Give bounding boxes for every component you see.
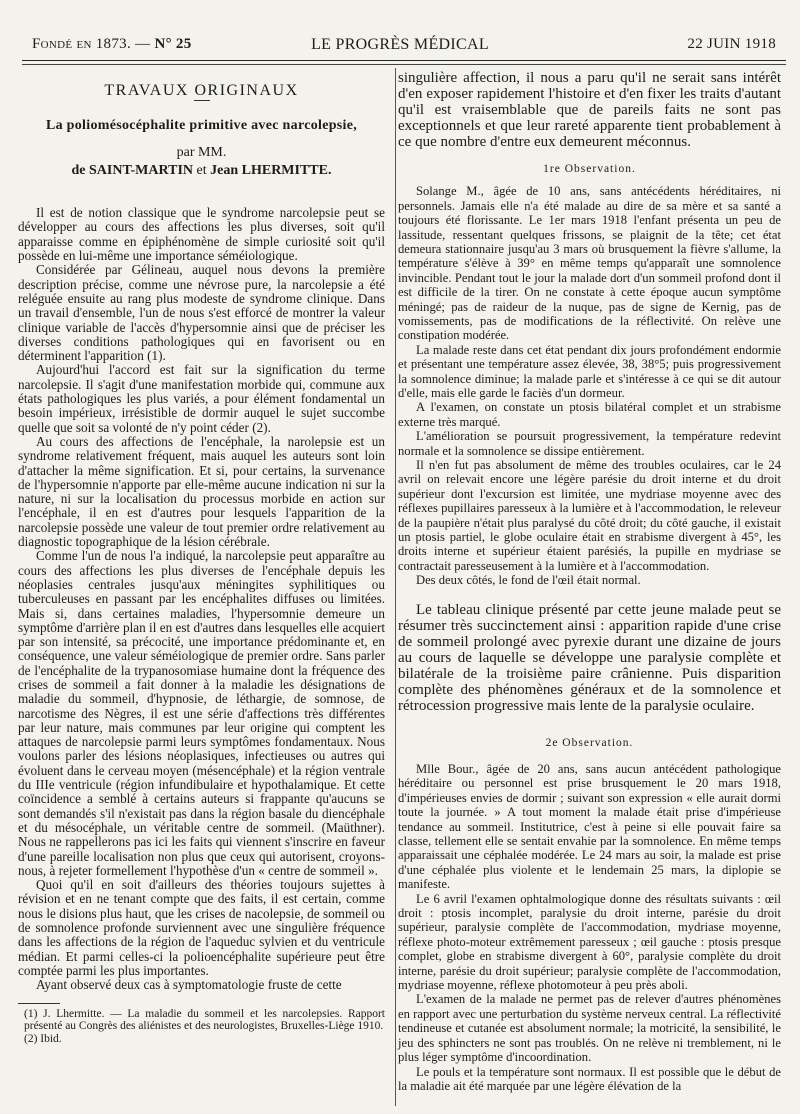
author-1: de SAINT-MARTIN [71, 162, 194, 178]
paragraph: Aujourd'hui l'accord est fait sur la signification du terme narcolepsie. Il s'agit d'une manifestation morbide qui, commune aux états pathologiques les plus variés, a pour élément fondamental un besoin impérieux, irrésistible de dormir auquel le sujet succombe quelle que soit sa volonté de n'y point céder (2). [18, 362, 385, 435]
byline-par: par MM. [176, 144, 227, 160]
observation-paragraph: La malade reste dans cet état pendant dix jours profondément endormie et présentant une température assez élevée, 38, 38°5; puis progressivement la somnolence diminue; la malade parle et s'intéresse à ce qui se dit autour d'elle, mais elle garde le faciès d'un dormeur. [398, 342, 781, 400]
paragraph: singulière affection, il nous a paru qu'il ne serait sans intérêt d'en exposer rapidement l'histoire et d'en fixer les traits d'autant qu'il est vraisemblable que de pareils faits ne sont pas exceptionnels et que leur rareté apparente tient probablement à ce que nombre d'entre eux demeurent méconnus. [398, 70, 781, 150]
footnote-rule [18, 1003, 60, 1004]
header-rule [22, 60, 786, 61]
paragraph: Il est de notion classique que le syndrome narcolepsie peut se développer au cours des affections les plus diverses, soit qu'il apparaisse comme en épiphénomène de simple curiosité soit qu'il possède en lui-même une importance séméiologique. [18, 205, 385, 264]
footnote: (2) Ibid. [24, 1032, 62, 1045]
article-title: La poliomésocéphalite primitive avec narcolepsie, [45, 118, 358, 134]
author-and: et [196, 162, 207, 178]
left-column [18, 70, 385, 1045]
clinical-summary: Le tableau clinique présenté par cette jeune malade peut se résumer très succinctement ainsi : apparition rapide d'une crise de sommeil prolongé avec pyrexie durant une dizaine de jours au cours de laquelle se développe une paralysie complète et bilatérale de la troisième paire crânienne. Puis disparition complète des phénomènes généraux et de la somnolence et rétrocession progressive mais lente de la paralysie oculaire. [398, 601, 781, 714]
paragraph: Quoi qu'il en soit d'ailleurs des théories toujours sujettes à révision et en ne tenant compte que des faits, il est certain, comme nous le disions plus haut, que les crises de nacolepsie, de sommeil ou de somnolence profonde surviennent avec une singulière fréquence dans les affections de la région de l'aqueduc sylvien et du ventricule médian. Et parmi celles-ci la polioencéphalite supérieure peut être comptée parmi les plus importantes. [18, 877, 385, 978]
observation-paragraph: L'examen de la malade ne permet pas de relever d'autres phénomènes en rapport avec une perturbation du système nerveux central. La réflectivité tendineuse et cutanée est absolument normale; la motricité, la sensibilité, le jeu des sphincters ne sont pas troublés. On ne relève ni tremblement, ni le plus léger symptôme d'incoordination. [398, 992, 781, 1065]
paragraph: Ayant observé deux cas à symptomatologie fruste de cette [36, 977, 342, 993]
observation-1-title: 1re Observation. [543, 163, 636, 175]
observation-paragraph: Il n'en fut pas absolument de même des troubles oculaires, car le 24 avril on relevait encore une légère parésie du droit interne et du droit supérieur dont l'excursion est limitée, une mydriase moyenne avec des réflexes pupillaires paresseux à la lumière et à l'accommodation, le releveur de la paupière n'était plus paralysé du côté droit; du côté gauche, il existait un ptosis partiel, le globe oculaire était en strabisme divergent à 45°, les droits interne et supérieur étaient parésiés, la pupille en mydriase se contractait paresseusement à la lumière et à l'accommodation. [398, 458, 781, 573]
journal-title: LE PROGRÈS MÉDICAL [311, 36, 489, 53]
paragraph: Considérée par Gélineau, auquel nous devons la première description précise, comme une névrose pure, la narcolepsie a été reléguée ensuite au rang plus modeste de syndrome clinique. Dans un travail d'ensemble, l'un de nous s'est efforcé de montrer la valeur clinique variable de l'accès d'hypersomnie ainsi que de préciser les diverses conditions pathologiques qui en favorisent ou en déterminent l'apparition (1). [18, 262, 385, 364]
observation-paragraph: Solange M., âgée de 10 ans, sans antécédents héréditaires, ni personnels. Jamais elle n'a été malade au dire de sa mère et sa santé a toujours été florissante. Le 1er mars 1918 l'enfant présenta un peu de lassitude, ressentant quelques frissons, se plaignit de la tête; cet état demeura stationnaire jusqu'au 3 mars où brusquement la fièvre s'allume, la température s'élève à 39° en même temps qu'apparaît une somnolence invincible. Pendant tout le jour la malade dort d'un sommeil profond dont il est difficile de la tirer. On ne constate à cette époque aucun symptôme méningé; pas de raideur de la nuque, pas de signe de Kernig, pas de vomissements, pas de modifications de la réflectivité. On relève une constipation modérée. [398, 184, 781, 343]
author-2: Jean LHERMITTE. [210, 162, 332, 178]
column-divider [395, 68, 396, 1106]
authors [18, 164, 385, 178]
running-header [22, 36, 778, 58]
founded-label: Fondé en 1873. — N° 25 [32, 36, 192, 52]
observation-2-title: 2e Observation. [545, 736, 634, 749]
issue-date: 22 JUIN 1918 [687, 36, 776, 52]
paragraph: Comme l'un de nous l'a indiqué, la narcolepsie peut apparaître au cours des affections les plus diverses de l'encéphale depuis les néoplasies centrales jusqu'aux méningites syphilitiques ou tuberculeuses en passant par les encéphalites diffuses ou limitées. Mais si, dans certaines maladies, l'hypersomnie demeure un symptôme d'arrière plan il en est d'autres dans lesquelles elle acquiert par son intensité, sa précocité, une importance prédominante et, en conséquence, une valeur séméiologique de premier ordre. Sans parler de l'encéphalite de la trypanosomiase humaine dont la fréquence des crises de sommeil a fait donner à la maladie les désignations de maladie du sommeil, d'hypnosie, de léthargie, de somnose, de narcotisme des Nègres, il est une série d'affections très différentes par leur nature, mais communes par leur origine qui comptent les attaques de narcolepsie parmi leurs symptômes fondamentaux. Nous voulons parler des lésions néoplasiques, infectieuses ou autres qui évoluent dans le cerveau moyen (mésencéphale) et la région ventrale du IIIe ventricule (région infundibulaire et hypothalamique. Et cette coïncidence a semblé à certains auteurs si frappante qu'aucuns se sont demandés s'il n'existait pas dans la région basale du diencéphale et du mésocéphale, un véritable centre de sommeil. (Maüthner). Nous ne rappellerons pas ici les faits qui viennent s'inscrire en faveur d'une pareille localisation non plus que ceux qui autorisent, croyons-nous, à rejeter formellement l'hypothèse d'un « centre de sommeil ». [18, 548, 385, 878]
observation-paragraph: Le 6 avril l'examen ophtalmologique donne des résultats suivants : œil droit : ptosis incomplet, paralysie du droit interne, parésie du droit supérieur, paralysie complète de l'accommodation, mydriase moyenne, réflexe photo-moteur extrêmement paresseux ; œil gauche : ptosis presque complet, globe en strabisme divergent à 60°, paralysie complète du droit interne, parésie du droit supérieur; paralysie complète de l'accommodation, mydriase moyenne, réflexe photomoteur à peu près aboli. [398, 891, 781, 993]
section-rule [194, 100, 210, 101]
paragraph: Au cours des affections de l'encéphale, la narolepsie est un syndrome relativement fréquent, mais auquel les auteurs sont loin d'attacher la même signification. Et si, pour certains, la survenance de l'hypersomnie n'apporte par elle-même aucune indication ni sur la nature, ni sur la localisation du processus morbide en action sur l'encéphale, il en est d'autres pour lesquels l'apparition de la narcolepsie possède une valeur de tout premier ordre relativement au diagnostic topographique de la lésion cérébrale. [18, 433, 385, 550]
issue-number: N° 25 [154, 36, 192, 52]
footnotes [24, 1008, 385, 1046]
observation-paragraph: A l'examen, on constate un ptosis bilatéral complet et un strabisme externe très marqué. [398, 400, 781, 429]
observation-paragraph: Mlle Bour., âgée de 20 ans, sans aucun antécédent pathologique héréditaire ou personnel est prise brusquement le 20 mars 1918, d'impérieuses envies de dormir ; suivant son expression « elle aurait dormi toute la journée. » A tout moment la malade était prise d'impérieuse tendance au sommeil. Institutrice, c'est à peine si elle pouvait faire sa classe, tellement elle se sentait envahie par la somnolence. En même temps apparaissait une céphalée modérée. Le 24 mars au soir, la malade est prise d'une céphalée plus violente et le lendemain 25 mars, la diplopie se manifeste. [398, 761, 781, 892]
observation-paragraph: Des deux côtés, le fond de l'œil était normal. [416, 573, 641, 588]
section-title: TRAVAUX ORIGINAUX [104, 82, 299, 99]
footnote: (1) J. Lhermitte. — La maladie du sommeil et les narcolepsies. Rapport présenté au Congrès des aliénistes et des neurologistes, Bruxelles-Liège 1910. [24, 1007, 385, 1033]
observation-paragraph: Le pouls et la température sont normaux. Il est possible que le début de la maladie ait été marquée par une légère élévation de la [398, 1064, 781, 1093]
observation-paragraph: L'amélioration se poursuit progressivement, la température redevint normale et la somnolence se dissipe entièrement. [398, 429, 781, 458]
right-column [398, 70, 781, 1093]
header-rule-thin [22, 64, 786, 65]
